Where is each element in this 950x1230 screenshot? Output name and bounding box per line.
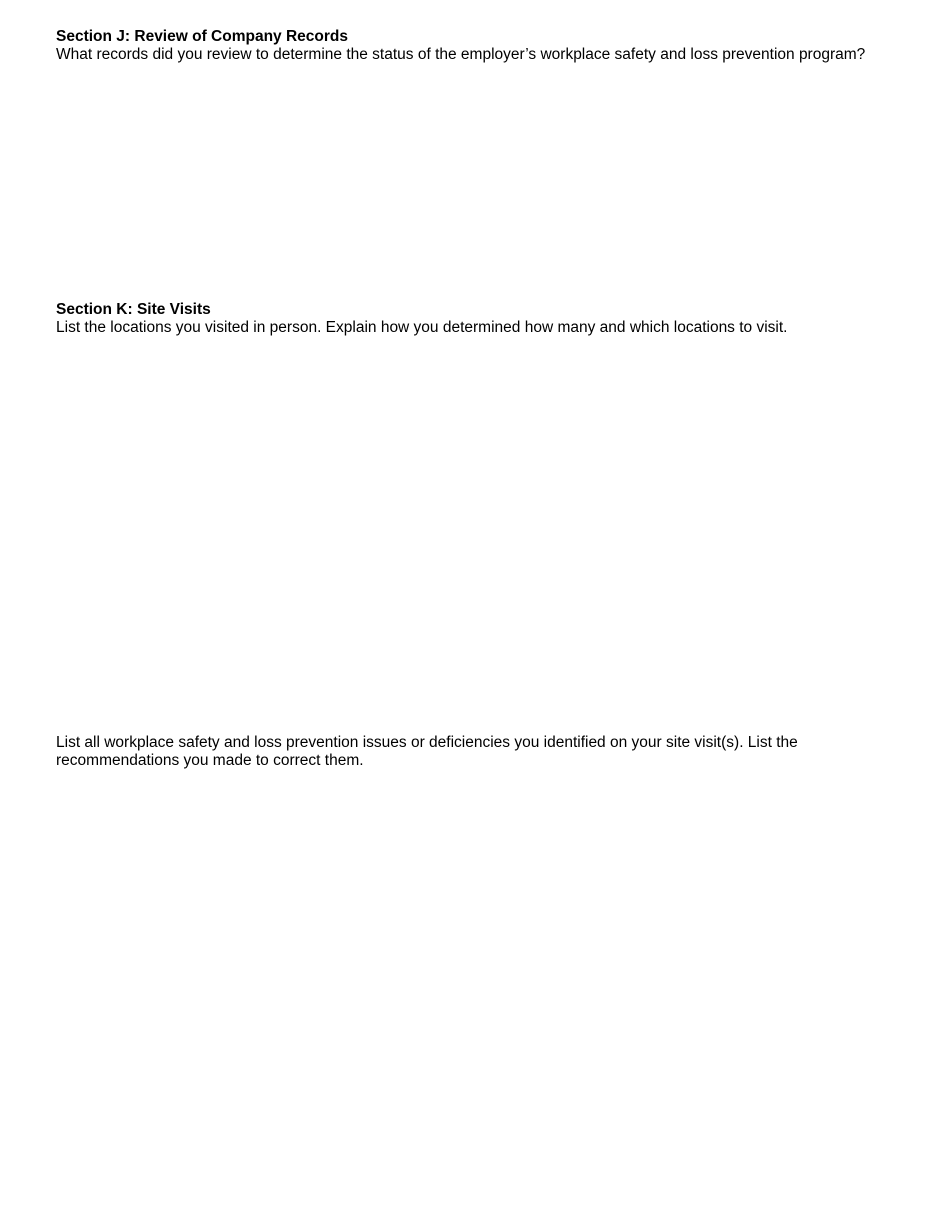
section-k-heading: Section K: Site Visits (56, 301, 211, 318)
site-visit-issues (56, 734, 856, 1190)
site-visit-issues-answer-area[interactable] (56, 770, 856, 1190)
section-j-heading: Section J: Review of Company Records (56, 28, 348, 45)
section-k-answer-area[interactable] (56, 337, 916, 717)
section-j (56, 28, 916, 294)
section-k-question: List the locations you visited in person. Explain how you determined how many and which locations to visit. (56, 319, 788, 336)
section-j-question: What records did you review to determine the status of the employer’s workplace safety and loss prevention program? (56, 46, 866, 63)
section-j-answer-area[interactable] (56, 64, 916, 294)
site-visit-issues-question: List all workplace safety and loss prevention issues or deficiencies you identified on your site visit(s). List the recommendations you made to correct them. (56, 734, 798, 769)
section-k (56, 301, 916, 717)
